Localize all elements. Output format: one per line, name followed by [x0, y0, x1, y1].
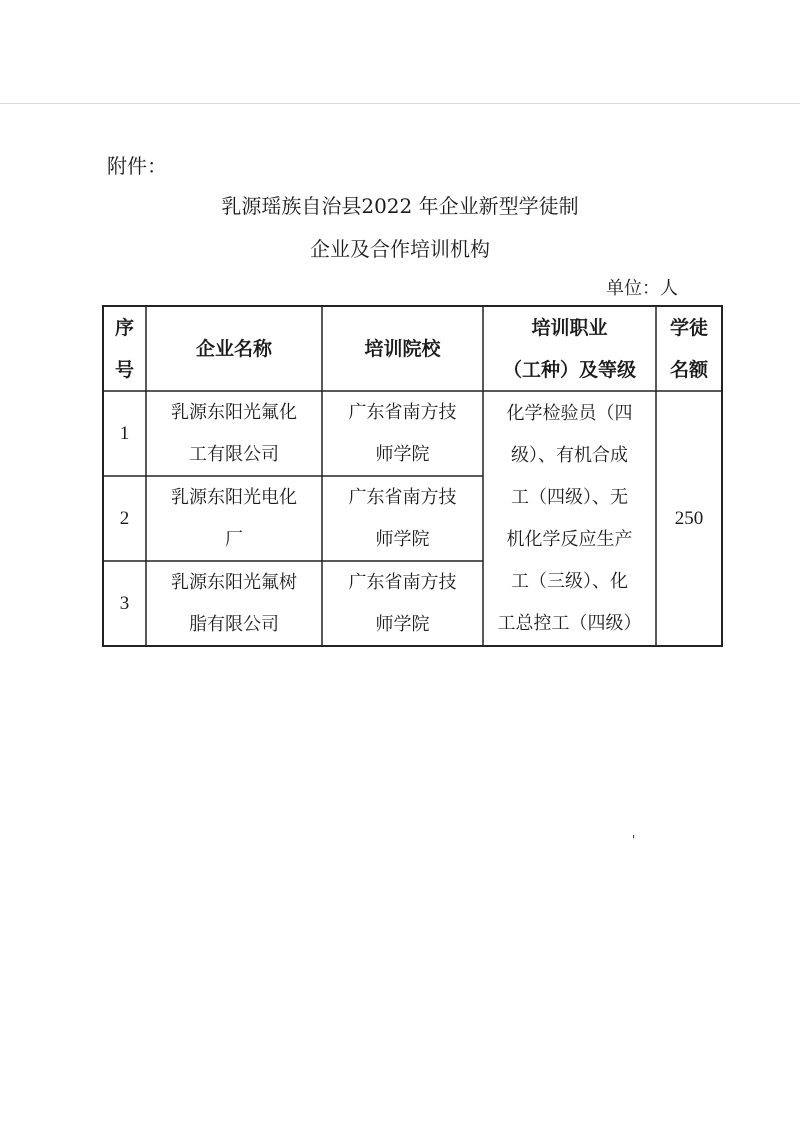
row3-seq: 3 — [119, 592, 130, 614]
attachment-label: 附件： — [107, 154, 167, 178]
row3-company: 乳源东阳光氟树 脂有限公司 — [171, 571, 297, 635]
header-school: 培训院校 — [364, 337, 441, 360]
document-title-line1: 乳源瑶族自治县2022 年企业新型学徒制 — [221, 194, 579, 218]
occupation-merged-cell: 化学检验员（四 级）、有机合成 工（四级）、无 机化学反应生产 工（三级）、化 工总控工（四级） — [497, 402, 642, 634]
unit-label: 单位：人 — [606, 278, 678, 299]
row3-school: 广东省南方技 师学院 — [348, 571, 457, 635]
row1-school: 广东省南方技 师学院 — [348, 401, 457, 465]
scan-edge-line — [0, 103, 800, 104]
header-seq: 序号 — [114, 316, 134, 381]
header-company: 企业名称 — [195, 337, 272, 360]
header-quota: 学徒 名额 — [669, 316, 708, 381]
row2-seq: 2 — [119, 507, 130, 529]
row1-seq: 1 — [119, 422, 130, 444]
row2-school: 广东省南方技 师学院 — [348, 486, 457, 550]
quota-merged-cell: 250 — [674, 507, 704, 529]
row2-company: 乳源东阳光电化 厂 — [171, 486, 297, 550]
header-occupation: 培训职业 （工种）及等级 — [502, 316, 636, 381]
row1-company: 乳源东阳光氟化 工有限公司 — [171, 401, 297, 465]
stray-mark: ' — [632, 833, 636, 847]
document-title-line2: 企业及合作培训机构 — [310, 237, 490, 261]
